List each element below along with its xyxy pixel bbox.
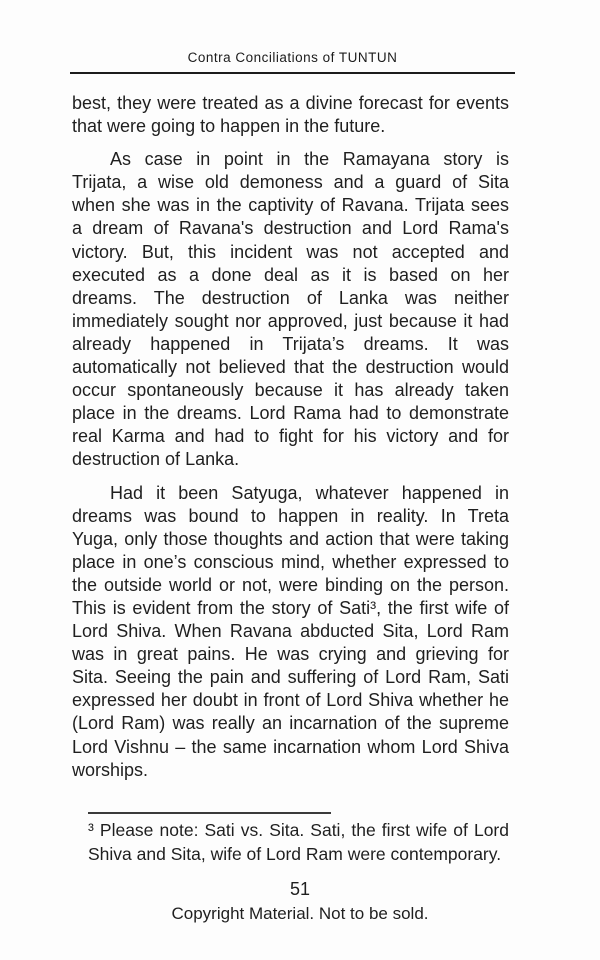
text-line: the outside world or not, were binding on the person.: [72, 574, 509, 595]
text-line: Sita. Seeing the pain and suffering of Lord Ram, Sati: [72, 667, 509, 688]
text-line: Lord Vishnu – the same incarnation whom Lord Shiva: [72, 736, 509, 757]
text-line: Lord Shiva. When Ravana abducted Sita, Lord Ram: [72, 621, 509, 642]
running-head-title: Contra Conciliations of TUNTUN: [187, 50, 398, 65]
header-rule: [70, 72, 515, 74]
text-line: Trijata, a wise old demoness and a guard of Sita: [72, 172, 509, 193]
paragraph: [72, 148, 509, 471]
text-line: already happened in Trijata’s dreams. It was: [72, 333, 509, 354]
copyright-notice: Copyright Material. Not to be sold.: [171, 904, 429, 923]
text-line: Shiva and Sita, wife of Lord Ram were contemporary.: [88, 843, 502, 864]
text-line: immediately sought nor approved, just because it had: [72, 310, 509, 331]
text-line: when she was in the captivity of Ravana. Trijata sees: [72, 195, 509, 216]
text-line: As case in point in the Ramayana story is: [110, 149, 509, 170]
body-text: [72, 92, 509, 782]
text-line: expressed her doubt in front of Lord Shiva whether he: [72, 690, 509, 711]
text-line: worships.: [72, 759, 149, 780]
text-line: that were going to happen in the future.: [72, 116, 386, 137]
page-header: [70, 0, 515, 74]
text-line: dreams was bound to happen in reality. In Treta: [72, 505, 509, 526]
text-line: a dream of Ravana's destruction and Lord Rama's: [72, 218, 509, 239]
page-number: 51: [289, 879, 311, 899]
text-line: Had it been Satyuga, whatever happened in: [110, 482, 509, 503]
text-line: was in great pains. He was crying and grieving for: [72, 644, 509, 665]
text-line: (Lord Ram) was really an incarnation of the supreme: [72, 713, 509, 734]
text-line: victory. But, this incident was not accepted and: [72, 241, 509, 262]
text-line: automatically not believed that the destruction would: [72, 357, 509, 378]
text-line: This is evident from the story of Sati³, the first wife of: [72, 597, 509, 618]
text-line: executed as a done deal as it is based on her: [72, 264, 509, 285]
text-line: real Karma and had to fight for his victory and for: [72, 426, 509, 447]
text-line: place in one’s conscious mind, whether expressed to: [72, 551, 509, 572]
footnote-text: [88, 819, 509, 866]
text-line: best, they were treated as a divine forecast for events: [72, 93, 509, 113]
paragraph: [72, 482, 509, 782]
text-line: place in the dreams. Lord Rama had to demonstrate: [72, 403, 509, 424]
paragraph: [72, 92, 509, 138]
footnote-rule: [88, 812, 331, 814]
text-line: occur spontaneously because it has already taken: [72, 380, 509, 401]
text-line: ³ Please note: Sati vs. Sita. Sati, the first wife of Lord: [88, 820, 509, 840]
text-line: Yuga, only those thoughts and action that were taking: [72, 528, 509, 549]
footnote-block: [88, 812, 509, 866]
text-line: destruction of Lanka.: [72, 449, 240, 470]
text-line: dreams. The destruction of Lanka was neither: [72, 287, 509, 308]
